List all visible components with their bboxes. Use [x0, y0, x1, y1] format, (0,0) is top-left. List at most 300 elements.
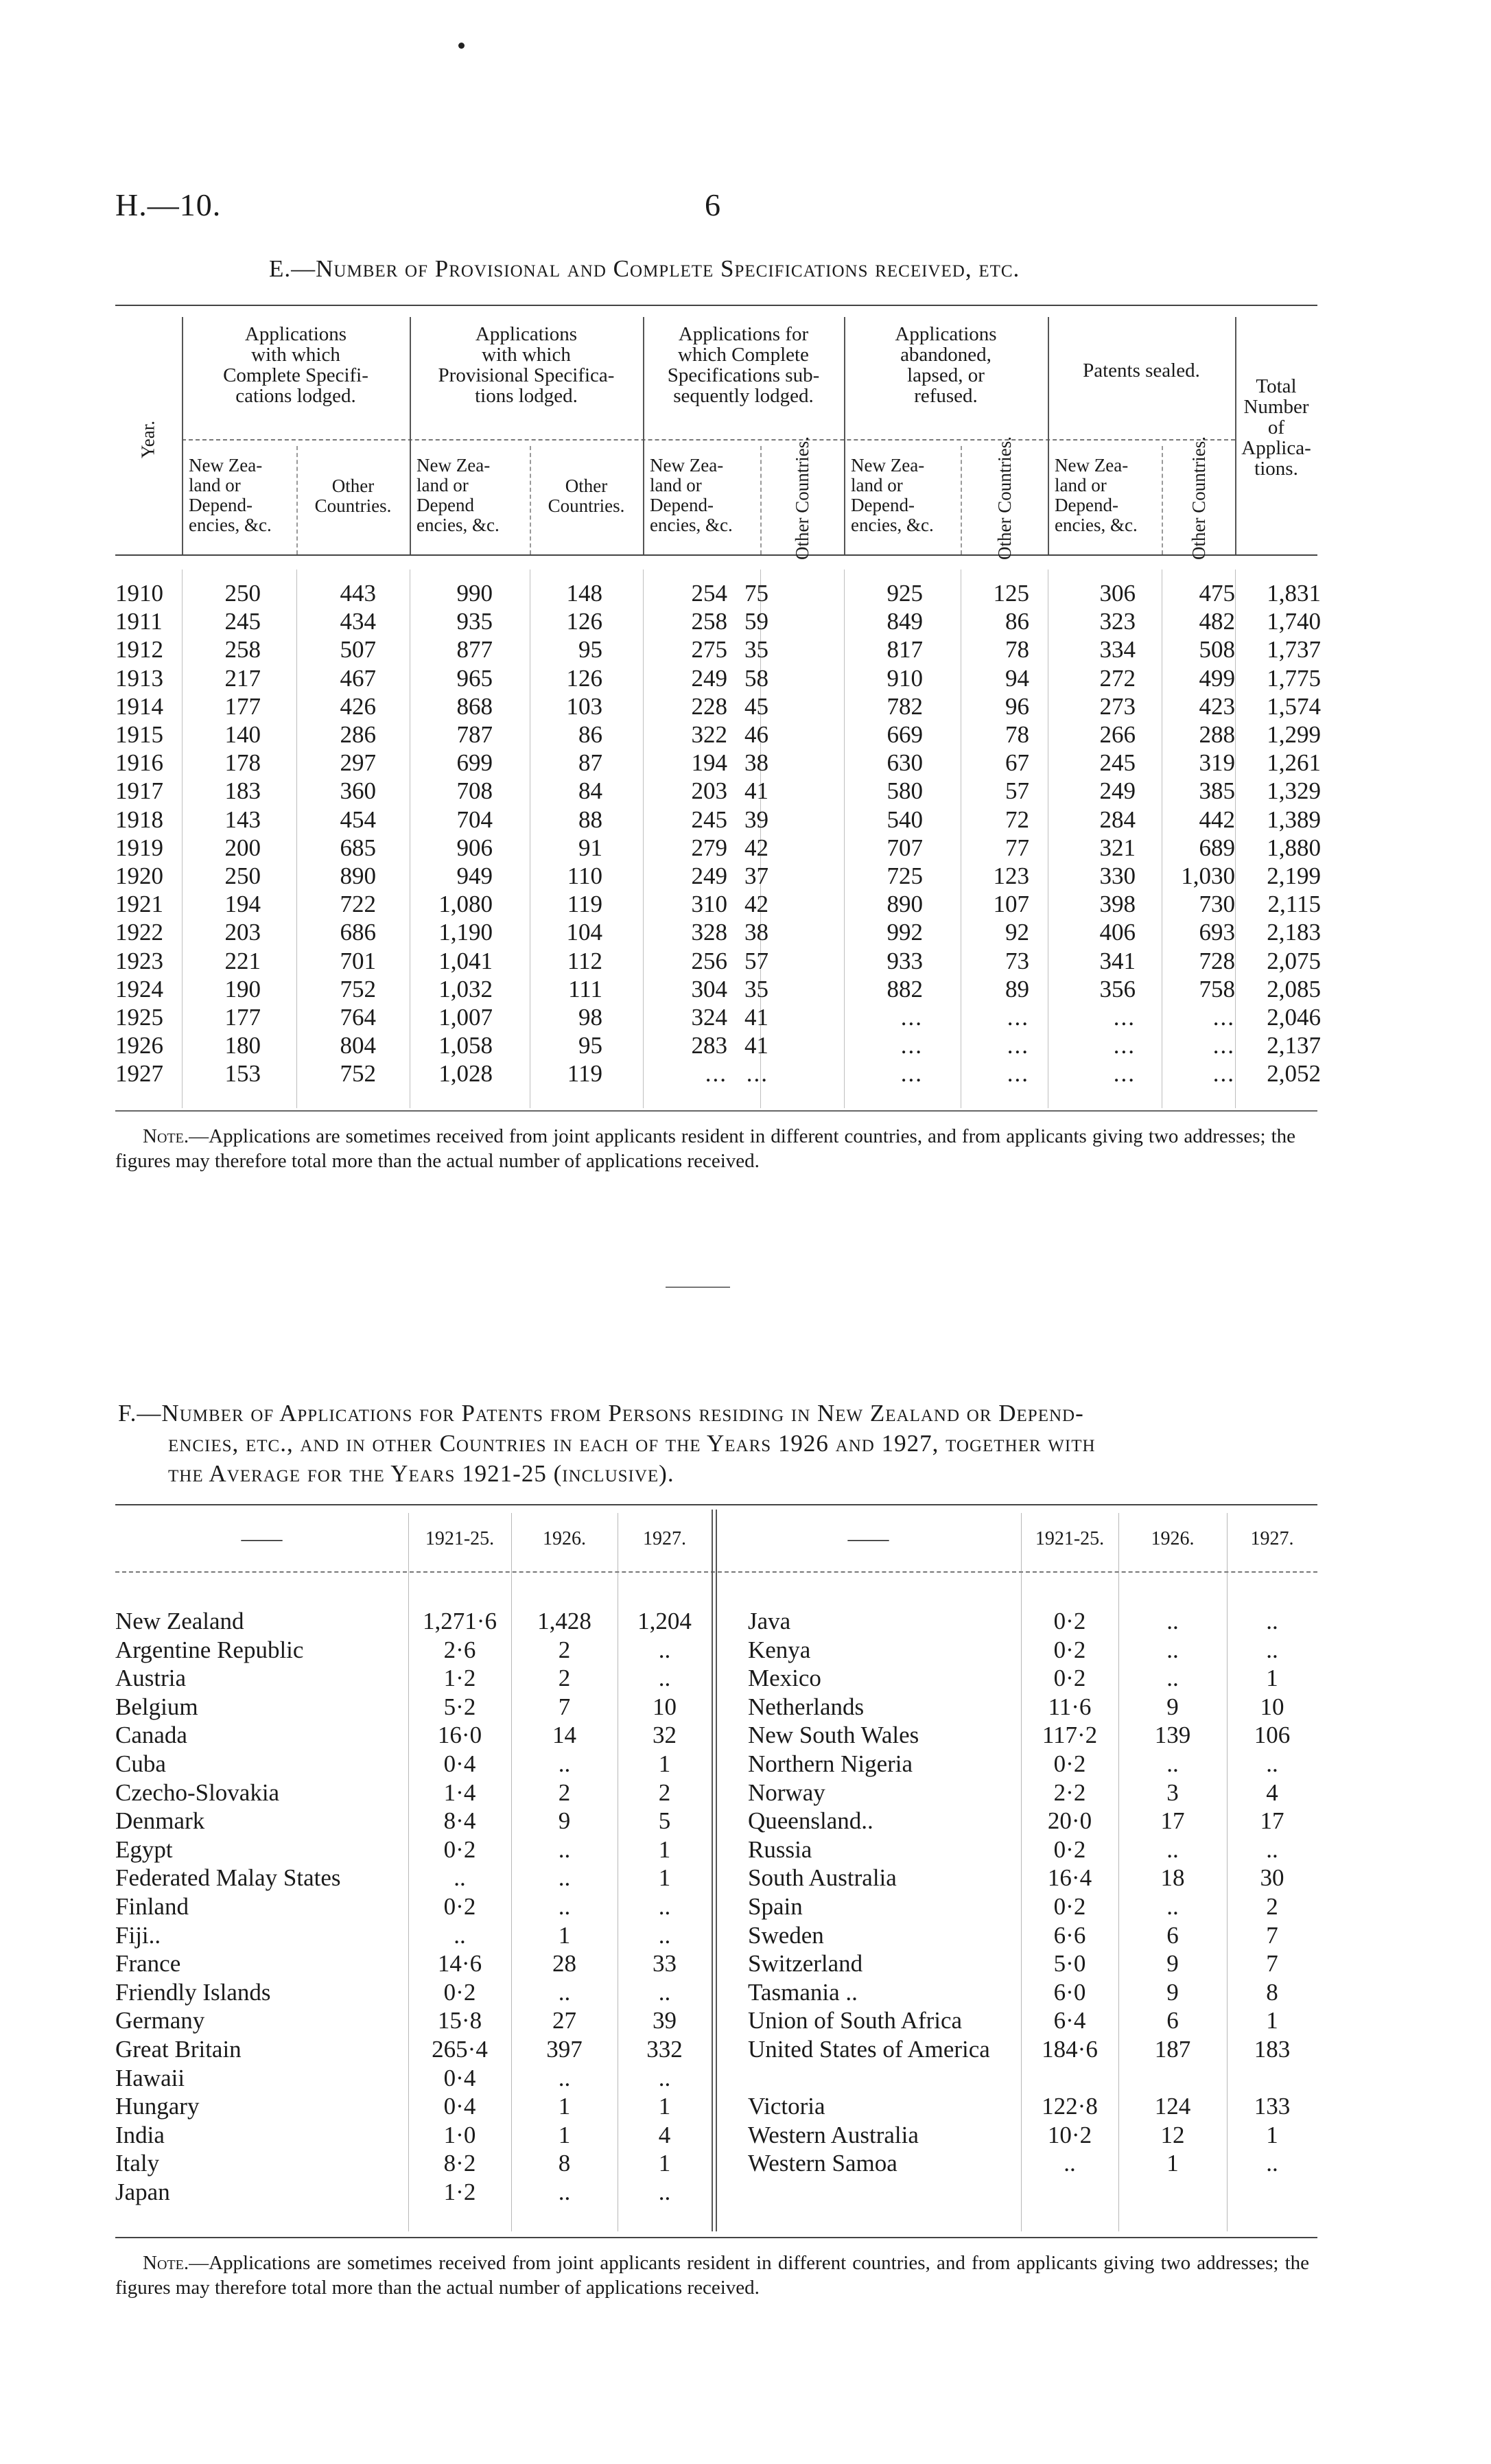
table-f-value-1926: 139 [1154, 1722, 1191, 1749]
table-cell: 284 [1099, 806, 1136, 833]
table-cell: 442 [1199, 806, 1235, 833]
table-cell: 39 [744, 806, 768, 833]
table-f-country: France [115, 1950, 181, 1978]
table-cell: 1,775 [1267, 664, 1321, 692]
table-cell: 1,058 [438, 1032, 493, 1059]
table-f-col-header: 1926. [543, 1528, 586, 1549]
table-f-value-avg: 0·2 [1053, 1636, 1086, 1663]
table-f-value-1926: .. [558, 1893, 571, 1920]
table-f-value-1926: 124 [1154, 2093, 1191, 2120]
table-cell: 217 [224, 664, 261, 692]
table-e-subheader-nz-line: encies, &c. [416, 515, 500, 535]
table-cell: 91 [578, 834, 602, 861]
table-f-note-label: Note. [143, 2252, 189, 2274]
table-f-country: Germany [115, 2007, 205, 2034]
table-f-value-1926: 18 [1160, 1864, 1185, 1892]
table-cell: 180 [224, 1032, 261, 1059]
table-e-subheader-nz [1050, 456, 1166, 535]
table-row-year: 1925 [115, 1004, 163, 1031]
table-e-subheader-other-line: Countries. [314, 495, 392, 516]
table-cell: 143 [224, 806, 261, 833]
table-cell: 119 [567, 891, 602, 918]
table-f-value-avg: 0·2 [1053, 1835, 1086, 1863]
table-f-value-avg: 10·2 [1047, 2121, 1092, 2148]
table-f-value-avg: 0·2 [1053, 1893, 1086, 1920]
table-cell: 249 [1099, 777, 1136, 805]
table-cell: ... [1007, 1032, 1029, 1059]
table-cell: 254 [691, 580, 727, 607]
table-f-value-1927: 7 [1266, 1921, 1278, 1949]
table-cell: 2,052 [1267, 1060, 1321, 1088]
table-e-group-header-line: Applications [475, 323, 578, 345]
table-f-value-1926: .. [1166, 1608, 1179, 1634]
table-e-subheader-nz [646, 456, 762, 535]
table-f-value-1926: 9 [1166, 1950, 1179, 1978]
table-cell: 46 [744, 721, 768, 748]
table-f-value-1926: .. [558, 2064, 571, 2091]
table-cell: 475 [1199, 580, 1235, 607]
table-f-value-1927: .. [658, 1665, 671, 1692]
table-cell: 630 [887, 749, 923, 777]
table-cell: 77 [1005, 834, 1029, 861]
table-f-value-avg: 15·8 [437, 2007, 482, 2034]
table-f-value-avg: .. [454, 1864, 466, 1892]
table-cell: 324 [691, 1004, 727, 1031]
table-e-group-header-line: refused. [914, 385, 978, 407]
table-e-note-label: Note. [143, 1125, 189, 1147]
table-cell: 75 [744, 580, 768, 607]
table-f-country: Friendly Islands [115, 1978, 271, 2006]
table-f-title-line-3: the Average for the Years 1921-25 (inclusive). [168, 1460, 674, 1487]
table-f-value-1927: .. [658, 2179, 671, 2205]
table-cell: 965 [456, 664, 493, 692]
table-row-year: 1915 [115, 721, 163, 748]
table-f-value-1927: 32 [653, 1722, 677, 1749]
table-f-country: Czecho-Slovakia [115, 1779, 280, 1806]
table-cell: 183 [224, 777, 261, 805]
table-f-value-1927: .. [658, 2064, 671, 2091]
table-cell: 725 [887, 863, 923, 889]
table-cell: 764 [340, 1004, 376, 1031]
table-f-value-avg: 0·4 [443, 2064, 476, 2091]
table-f-value-1926: 2 [558, 1779, 571, 1806]
table-f-value-avg: 20·0 [1047, 1807, 1092, 1835]
table-row-year: 1918 [115, 806, 163, 833]
table-f-value-1926: 6 [1166, 1921, 1179, 1949]
table-cell: 73 [1005, 947, 1029, 974]
table-f-note-text: —Applications are sometimes received from joint applicants resident in different countries, and from applicants giving two addresses; the figures may therefore total more than the actual number of applications received. [115, 2252, 1309, 2299]
table-e-subheader-nz-line: Depend- [189, 495, 253, 515]
table-cell: ... [1212, 1032, 1235, 1059]
table-f-value-1927: .. [658, 1921, 671, 1949]
table-e-group-header [182, 324, 410, 406]
table-cell: 148 [566, 580, 602, 607]
table-cell: 1,030 [1181, 863, 1235, 889]
table-f-value-avg: 8·4 [443, 1807, 476, 1835]
table-f-value-1927: 1 [1266, 1665, 1278, 1692]
table-cell: 104 [566, 919, 602, 946]
table-f-country: Norway [748, 1779, 825, 1806]
table-cell: 406 [1099, 919, 1136, 946]
table-f-country: New South Wales [748, 1722, 919, 1749]
table-f-country-header: —— [241, 1527, 283, 1550]
table-f-country: New Zealand [115, 1608, 244, 1634]
table-cell: 84 [578, 777, 602, 805]
table-e-subgroup-rule [182, 439, 1235, 441]
table-row-year: 1917 [115, 777, 163, 805]
table-f-value-1926: .. [1166, 1835, 1179, 1863]
table-cell: ... [900, 1004, 923, 1031]
table-cell: 949 [456, 863, 493, 889]
table-cell: 2,075 [1267, 947, 1321, 974]
table-e-subheader-nz-line: Depend- [650, 495, 714, 515]
table-f-country: Western Australia [748, 2121, 919, 2148]
table-cell: 107 [993, 891, 1029, 918]
table-cell: 37 [744, 863, 768, 889]
table-f-value-1926: .. [558, 1750, 571, 1777]
table-cell: 701 [340, 947, 376, 974]
table-cell: 443 [340, 580, 376, 607]
table-cell: 360 [340, 777, 376, 805]
table-f-col-header: 1926. [1151, 1528, 1195, 1549]
table-cell: 580 [887, 777, 923, 805]
table-cell: 41 [744, 777, 768, 805]
table-cell: 2,199 [1267, 863, 1321, 889]
table-f-value-1927: 10 [653, 1693, 677, 1720]
table-cell: 87 [578, 749, 602, 777]
table-f-value-1927: 1 [658, 1864, 671, 1892]
table-f-country: Spain [748, 1893, 803, 1920]
table-e-group-header-line: Applications [895, 323, 997, 345]
table-e-subheader-nz-line: land or [851, 475, 903, 495]
table-f-col-header: 1927. [643, 1528, 686, 1549]
table-e-subheader-other-rotated: Other Countries. [994, 436, 1015, 560]
table-f-value-1926: .. [558, 1835, 571, 1863]
table-cell: 94 [1005, 664, 1029, 692]
table-cell: 330 [1099, 863, 1136, 889]
table-f-country: Hawaii [115, 2064, 185, 2091]
table-cell: 323 [1099, 608, 1136, 635]
table-e-subheader-nz-line: encies, &c. [1055, 515, 1138, 535]
table-e-header-rule [115, 554, 1317, 556]
table-cell: 275 [691, 636, 727, 664]
table-e-subheader-nz-line: encies, &c. [851, 515, 934, 535]
table-f-value-1926: 17 [1160, 1807, 1185, 1835]
table-cell: ... [1113, 1032, 1136, 1059]
table-cell: 41 [744, 1004, 768, 1031]
table-f-value-avg: 0·2 [1053, 1750, 1086, 1777]
table-f-value-1927: 33 [653, 1950, 677, 1978]
table-row-year: 1920 [115, 863, 163, 889]
table-cell: 385 [1199, 777, 1235, 805]
table-row-year: 1927 [115, 1060, 163, 1088]
table-e-group-header-line: tions lodged. [475, 385, 578, 407]
table-f-value-1927: 39 [653, 2007, 677, 2034]
table-f-country: India [115, 2121, 165, 2148]
table-f-country: Victoria [748, 2093, 825, 2120]
table-f-value-1927: 183 [1254, 2036, 1291, 2063]
table-e-subheader-other [296, 476, 410, 516]
table-cell: 334 [1099, 636, 1136, 664]
table-cell: 57 [744, 947, 768, 974]
table-cell: 1,080 [438, 891, 493, 918]
table-cell: ... [1113, 1004, 1136, 1031]
table-cell: 67 [1005, 749, 1029, 777]
table-f-country: United States of America [748, 2036, 990, 2063]
table-e-group-header [1048, 360, 1235, 381]
table-cell: 310 [691, 891, 727, 918]
table-f-value-1927: 332 [646, 2036, 683, 2063]
table-f-value-1927: .. [1266, 1608, 1278, 1634]
table-cell: 266 [1099, 721, 1136, 748]
table-e-bottom-rule [115, 1110, 1317, 1112]
table-f-title-line-1: F.—Number of Applications for Patents from Persons residing in New Zealand or Depend- [118, 1400, 1084, 1427]
table-f-value-avg: 117·2 [1042, 1722, 1098, 1749]
table-cell: 72 [1005, 806, 1029, 833]
table-e-total-header-line: tions. [1254, 458, 1298, 480]
table-f-value-1927: 5 [658, 1807, 671, 1835]
table-f-value-avg: 1·4 [443, 1779, 476, 1806]
table-f-value-1927: 1 [1266, 2007, 1278, 2034]
page-number: 6 [705, 187, 720, 222]
table-cell: 1,389 [1267, 806, 1321, 833]
page-mark-dot [458, 43, 465, 49]
table-cell: 728 [1199, 947, 1235, 974]
table-cell: 203 [224, 919, 261, 946]
table-f-value-avg: 1·0 [443, 2121, 476, 2148]
table-f-country: Japan [115, 2179, 170, 2205]
table-cell: 1,028 [438, 1060, 493, 1088]
table-row-year: 1916 [115, 749, 163, 777]
table-cell: 925 [887, 580, 923, 607]
table-f-value-1927: .. [658, 1893, 671, 1920]
table-cell: 730 [1199, 891, 1235, 918]
table-cell: 2,115 [1267, 891, 1321, 918]
table-e-subheader-nz-line: Depend- [851, 495, 915, 515]
table-cell: 194 [224, 891, 261, 918]
table-row-year: 1914 [115, 692, 163, 720]
table-f-value-1927: 106 [1254, 1722, 1291, 1749]
table-row-year: 1924 [115, 975, 163, 1002]
table-cell: 321 [1099, 834, 1136, 861]
table-e-subheader-nz-line: Depend [416, 495, 474, 515]
table-f-value-1927: 17 [1260, 1807, 1284, 1835]
table-row-year: 1926 [115, 1032, 163, 1059]
table-cell: 341 [1099, 947, 1136, 974]
table-cell: 467 [340, 664, 376, 692]
table-f-value-avg: 6·6 [1053, 1921, 1086, 1949]
table-e-group-header-line: abandoned, [900, 344, 991, 366]
table-e-group-header [410, 324, 643, 406]
table-cell: 708 [456, 777, 493, 805]
table-f-value-1927: 133 [1254, 2093, 1291, 2120]
table-cell: 190 [224, 975, 261, 1002]
table-f-value-avg: 16·0 [437, 1722, 482, 1749]
table-cell: 787 [456, 721, 493, 748]
table-f-value-avg: 14·6 [437, 1950, 482, 1978]
table-f-country: Netherlands [748, 1693, 865, 1720]
table-e-group-header-line: Patents sealed. [1083, 360, 1200, 382]
table-cell: ... [705, 1060, 727, 1088]
table-f-country: Russia [748, 1835, 812, 1863]
table-row-year: 1913 [115, 664, 163, 692]
table-e-subheader-nz-line: encies, &c. [650, 515, 733, 535]
table-f-value-1926: 2 [558, 1636, 571, 1663]
table-cell: 1,574 [1267, 692, 1321, 720]
table-cell: 194 [691, 749, 727, 777]
table-row-year: 1912 [115, 636, 163, 664]
table-f-country: Fiji.. [115, 1921, 161, 1949]
table-cell: 42 [744, 891, 768, 918]
table-cell: 200 [224, 834, 261, 861]
table-cell: 126 [566, 664, 602, 692]
table-row-year: 1919 [115, 834, 163, 861]
table-cell: 203 [691, 777, 727, 805]
table-e-group-header-line: Provisional Specifica- [438, 364, 615, 386]
table-f-value-1927: 2 [658, 1779, 671, 1806]
table-e-subheader-other-rotated: Other Countries. [792, 436, 812, 560]
table-e-subheader-nz [412, 456, 526, 535]
table-cell: 669 [887, 721, 923, 748]
table-cell: 398 [1099, 891, 1136, 918]
table-e-group-header-line: with which [482, 344, 571, 366]
table-cell: 78 [1005, 636, 1029, 664]
table-f-col-header: 1921-25. [1035, 1528, 1105, 1549]
table-f-country: Northern Nigeria [748, 1750, 913, 1777]
table-f-country: Federated Malay States [115, 1864, 341, 1892]
table-cell: 245 [691, 806, 727, 833]
table-cell: ... [1212, 1004, 1235, 1031]
table-f-value-avg: .. [454, 1921, 466, 1949]
table-cell: 693 [1199, 919, 1235, 946]
table-e-group-header [844, 324, 1048, 406]
table-f-value-1927: .. [1266, 2150, 1278, 2177]
table-cell: 890 [340, 863, 376, 889]
table-cell: 123 [993, 863, 1029, 889]
table-f-value-avg: 0·2 [443, 1893, 476, 1920]
table-cell: 250 [224, 863, 261, 889]
table-cell: 297 [340, 749, 376, 777]
table-f-value-1926: .. [558, 2179, 571, 2205]
table-f-value-1926: 9 [558, 1807, 571, 1835]
table-f-country: Egypt [115, 1835, 173, 1863]
table-cell: 250 [224, 580, 261, 607]
table-cell: 306 [1099, 580, 1136, 607]
table-f-value-1926: 3 [1166, 1779, 1179, 1806]
table-cell: 689 [1199, 834, 1235, 861]
table-f-country: Great Britain [115, 2036, 242, 2063]
table-cell: 540 [887, 806, 923, 833]
table-f-value-1926: 28 [552, 1950, 576, 1978]
table-e-subheader-nz-line: encies, &c. [189, 515, 272, 535]
table-row-year: 1921 [115, 891, 163, 918]
table-f-value-avg: 0·2 [1053, 1665, 1086, 1692]
table-cell: 1,329 [1267, 777, 1321, 805]
table-cell: 2,046 [1267, 1004, 1321, 1031]
table-cell: 699 [456, 749, 493, 777]
table-cell: 286 [340, 721, 376, 748]
table-cell: 804 [340, 1032, 376, 1059]
table-e-subheader-nz [847, 456, 962, 535]
table-f-value-avg: 2·2 [1053, 1779, 1086, 1806]
table-f-country: Western Samoa [748, 2150, 897, 2177]
table-cell: 42 [744, 834, 768, 861]
table-cell: 111 [568, 975, 602, 1002]
table-f-value-avg: 8·2 [443, 2150, 476, 2177]
table-cell: 125 [993, 580, 1029, 607]
table-cell: 499 [1199, 664, 1235, 692]
table-cell: 258 [224, 636, 261, 664]
table-cell: 35 [744, 636, 768, 664]
table-cell: 328 [691, 919, 727, 946]
table-cell: 868 [456, 692, 493, 720]
table-cell: 258 [691, 608, 727, 635]
table-cell: 890 [887, 891, 923, 918]
table-cell: 1,737 [1267, 636, 1321, 664]
table-e-group-header-line: Specifications sub- [667, 364, 820, 386]
table-cell: 704 [456, 806, 493, 833]
table-cell: 877 [456, 636, 493, 664]
table-f-value-avg: .. [1064, 2150, 1076, 2177]
table-f-value-1927: 10 [1260, 1693, 1284, 1720]
table-cell: 722 [340, 891, 376, 918]
table-cell: 1,032 [438, 975, 493, 1002]
table-f-value-1926: 9 [1166, 1693, 1179, 1720]
table-cell: ... [1113, 1060, 1136, 1088]
table-cell: 221 [224, 947, 261, 974]
table-e-group-header-line: with which [251, 344, 340, 366]
table-f-value-1927: 1 [658, 2150, 671, 2177]
table-cell: 78 [1005, 721, 1029, 748]
table-f-country: South Australia [748, 1864, 897, 1892]
table-cell: 245 [1099, 749, 1136, 777]
table-f-value-avg: 5·2 [443, 1693, 476, 1720]
table-f-value-1926: .. [558, 1864, 571, 1892]
document-series-code: H.—10. [115, 187, 222, 222]
table-cell: 245 [224, 608, 261, 635]
table-cell: 126 [566, 608, 602, 635]
table-cell: 112 [567, 947, 602, 974]
table-e-subheader-other [530, 476, 643, 516]
table-cell: 426 [340, 692, 376, 720]
table-f-country: Queensland.. [748, 1807, 873, 1835]
table-row-year: 1910 [115, 580, 163, 607]
table-cell: 482 [1199, 608, 1235, 635]
table-cell: ... [746, 1060, 768, 1088]
table-e-subheader-other-line: Other [565, 476, 608, 496]
table-e-subheader-nz-line: New Zea- [416, 455, 491, 476]
table-cell: 707 [887, 834, 923, 861]
table-f-title-line-2: encies, etc., and in other Countries in each of the Years 1926 and 1927, together with [168, 1430, 1096, 1457]
table-row-year: 1911 [115, 608, 163, 635]
table-cell: 992 [887, 919, 923, 946]
table-cell: 41 [744, 1032, 768, 1059]
table-f-country: Hungary [115, 2093, 200, 2120]
table-f-country: Belgium [115, 1693, 198, 1720]
table-f-country: Kenya [748, 1636, 811, 1663]
table-f-value-1926: .. [1166, 1893, 1179, 1920]
table-e-year-header: Year. [137, 421, 159, 459]
table-f-value-1927: 7 [1266, 1950, 1278, 1978]
table-f-value-1926: 12 [1160, 2121, 1185, 2148]
table-f-value-avg: 0·4 [443, 1750, 476, 1777]
table-cell: 423 [1199, 692, 1235, 720]
table-f-value-1927: .. [1266, 1835, 1278, 1863]
table-cell: 322 [691, 721, 727, 748]
table-cell: 686 [340, 919, 376, 946]
table-f-value-1926: 1 [558, 1921, 571, 1949]
table-cell: 288 [1199, 721, 1235, 748]
